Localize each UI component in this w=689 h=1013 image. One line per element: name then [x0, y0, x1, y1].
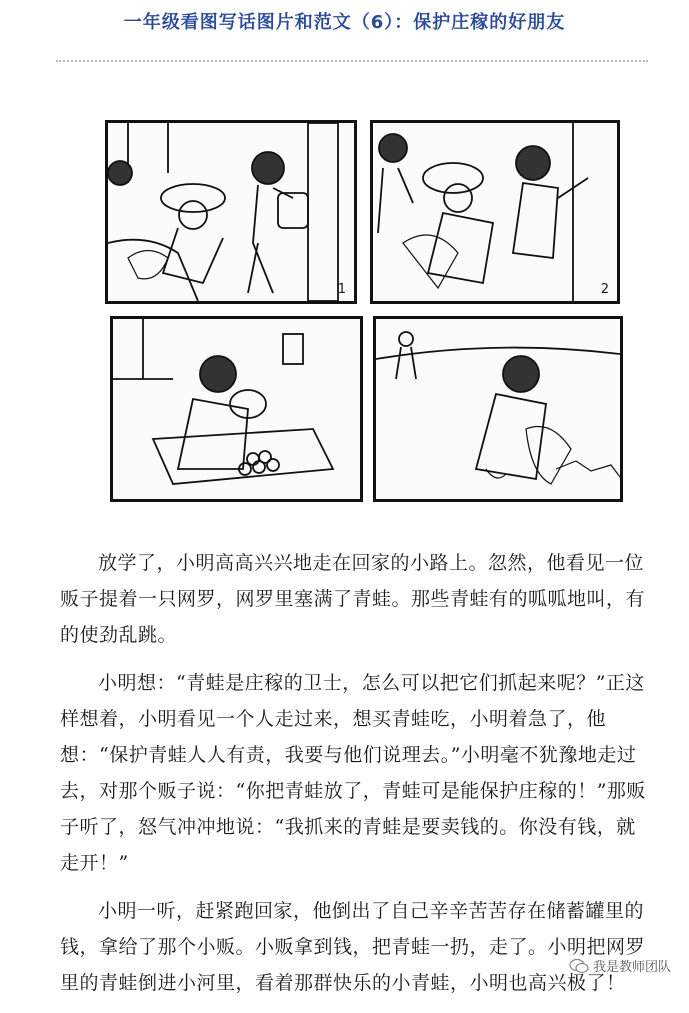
comic-panel-3 — [110, 316, 363, 502]
story-paragraph: 小明想：“青蛙是庄稼的卫士，怎么可以把它们抓起来呢？”正这样想着，小明看见一个人走过来，想买青蛙吃，小明着急了，他想：“保护青蛙人人有责，我要与他们说理去。”小明毫不犹豫地走过去，对那个贩子说：“你把青蛙放了，青蛙可是能保护庄稼的！”那贩子听了，怒气冲冲地说：“我抓来的青蛙是要卖钱的。你没有钱，就走开！” — [60, 672, 646, 874]
comic-illustration-1 — [108, 123, 354, 301]
watermark — [569, 956, 671, 975]
comic-strip — [105, 120, 620, 507]
title-divider — [56, 60, 648, 62]
comic-illustration-4 — [376, 319, 620, 499]
story-text — [60, 545, 650, 1013]
comic-illustration-3 — [113, 319, 360, 499]
story-paragraph: 放学了，小明高高兴兴地走在回家的小路上。忽然，他看见一位贩子提着一只网罗，网罗里塞满了青蛙。那些青蛙有的呱呱地叫，有的使劲乱跳。 — [60, 552, 646, 646]
panel-number: 1 — [337, 282, 346, 297]
comic-panel-2 — [370, 120, 620, 304]
comic-panel-1 — [105, 120, 357, 304]
comic-panel-4 — [373, 316, 623, 502]
comic-illustration-2 — [373, 123, 617, 301]
page-title: 一年级看图写话图片和范文（6）：保护庄稼的好朋友 — [123, 12, 566, 33]
wechat-icon — [569, 958, 589, 974]
panel-number: 2 — [600, 282, 609, 297]
watermark-text: 我是教师团队 — [592, 960, 671, 975]
story-paragraph: 小明一听，赶紧跑回家，他倒出了自己辛辛苦苦存在储蓄罐里的钱，拿给了那个小贩。小贩拿到钱，把青蛙一扔，走了。小明把网罗里的青蛙倒进小河里，看着那群快乐的小青蛙，小明也高兴极了！ — [60, 900, 646, 994]
